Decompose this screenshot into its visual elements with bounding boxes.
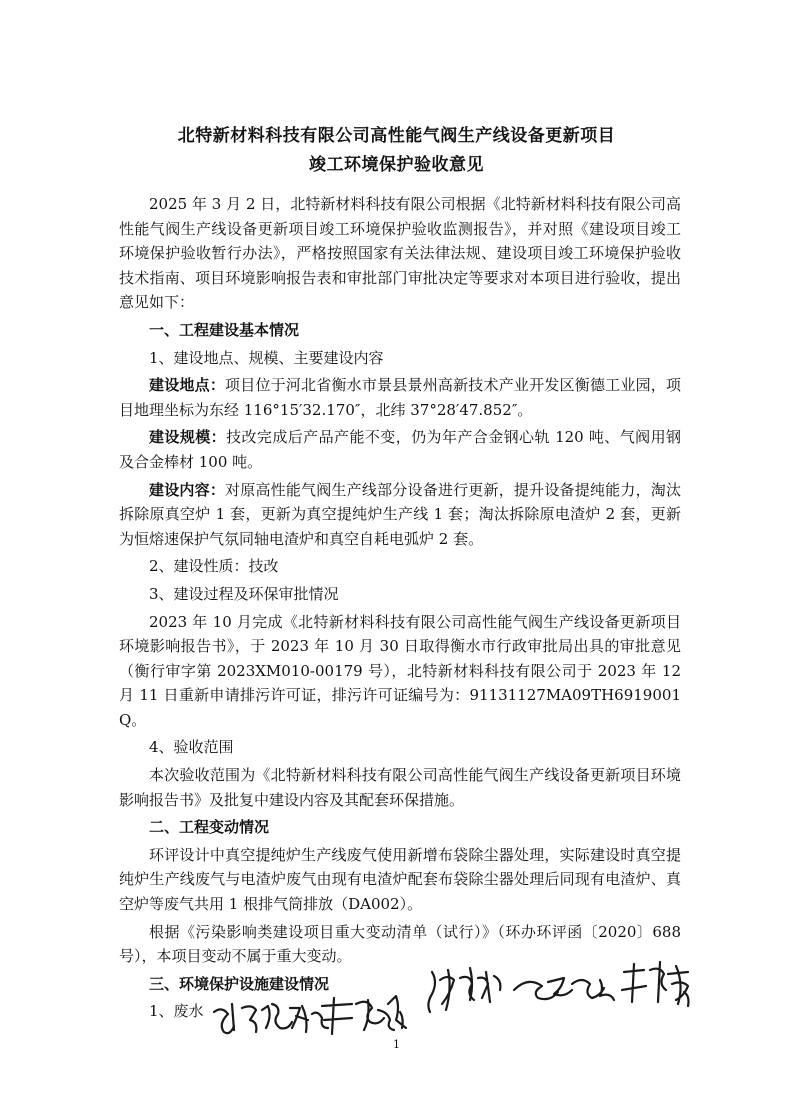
content-text: 对原高性能气阀生产线部分设备进行更新，提升设备提纯能力，淘汰拆除原真空炉 1 套，更新为真空提纯炉生产线 1 套；淘汰拆除原电渣炉 2 套，更新为恒熔速保护气氛同轴电渣炉和真空自耗电弧炉 2 套。 — [119, 480, 681, 548]
document-title-line-2: 竣工环境保护验收意见 — [309, 155, 484, 175]
scale-paragraph — [119, 425, 681, 474]
section-1-sub-1: 1、建设地点、规模、主要建设内容 — [149, 348, 384, 367]
change-paragraph-1: 环评设计中真空提纯炉生产线废气使用新增布袋除尘器处理，实际建设时真空提纯炉生产线废气与电渣炉废气由现有电渣炉配套布袋除尘器处理后同现有电渣炉、真空炉等废气共用 1 根排气筒排放（DA002）。 — [119, 845, 681, 914]
section-3-sub-1: 1、废水 — [149, 1002, 204, 1021]
section-1-heading: 一、工程建设基本情况 — [149, 320, 300, 339]
section-1-sub-3: 3、建设过程及环保审批情况 — [149, 584, 339, 603]
intro-paragraph: 2025 年 3 月 2 日，北特新材料科技有限公司根据《北特新材料科技有限公司高性能气阀生产线设备更新项目竣工环境保护验收监测报告》，并对照《建设项目竣工环境保护验收暂行办法》，严格按照国家有关法律法规、建设项目竣工环境保护验收技术指南、项目环境影响报告表和审批部门审批决定等要求对本项目进行验收，提出意见如下： — [119, 195, 681, 312]
location-text: 项目位于河北省衡水市景县景州高新技术产业开发区衡德工业园，项目地理坐标为东经 116°15′32.170″，北纬 37°28′47.852″。 — [119, 376, 681, 419]
section-2-heading: 二、工程变动情况 — [149, 818, 270, 837]
section-1-sub-2: 2、建设性质：技改 — [149, 557, 279, 576]
scope-paragraph: 本次验收范围为《北特新材料科技有限公司高性能气阀生产线设备更新项目环境影响报告书》及批复中建设内容及其配套环保措施。 — [119, 766, 681, 809]
page-number: 1 — [393, 1038, 400, 1051]
location-label: 建设地点： — [149, 376, 226, 395]
content-label: 建设内容： — [149, 480, 226, 499]
section-1-sub-4: 4、验收范围 — [149, 738, 234, 757]
document-body — [119, 192, 681, 1024]
content-paragraph — [119, 478, 681, 552]
document-title-line-1: 北特新材料科技有限公司高性能气阀生产线设备更新项目 — [177, 126, 616, 146]
change-paragraph-2: 根据《污染影响类建设项目重大变动清单（试行）》（环办环评函〔2020〕688 号），本项目变动不属于重大变动。 — [119, 922, 681, 966]
scale-text: 技改完成后产品产能不变，仍为年产合金钢心轨 120 吨、气阀用钢及合金棒材 100 吨。 — [119, 428, 681, 471]
section-3-heading: 三、环境保护设施建设情况 — [149, 974, 330, 993]
scale-label: 建设规模： — [149, 428, 227, 447]
process-paragraph: 2023 年 10 月完成《北特新材料科技有限公司高性能气阀生产线设备更新项目环境影响报告书》，于 2023 年 10 月 30 日取得衡水市行政审批局出具的审批意见（衡行审字第 2023XM010-00179 号），北特新材料科技有限公司于 2023 年 12 月 11 日重新申请排污许可证，排污许可证编号为：91131127MA09TH6919001Q。 — [119, 612, 681, 729]
location-paragraph — [119, 373, 681, 422]
